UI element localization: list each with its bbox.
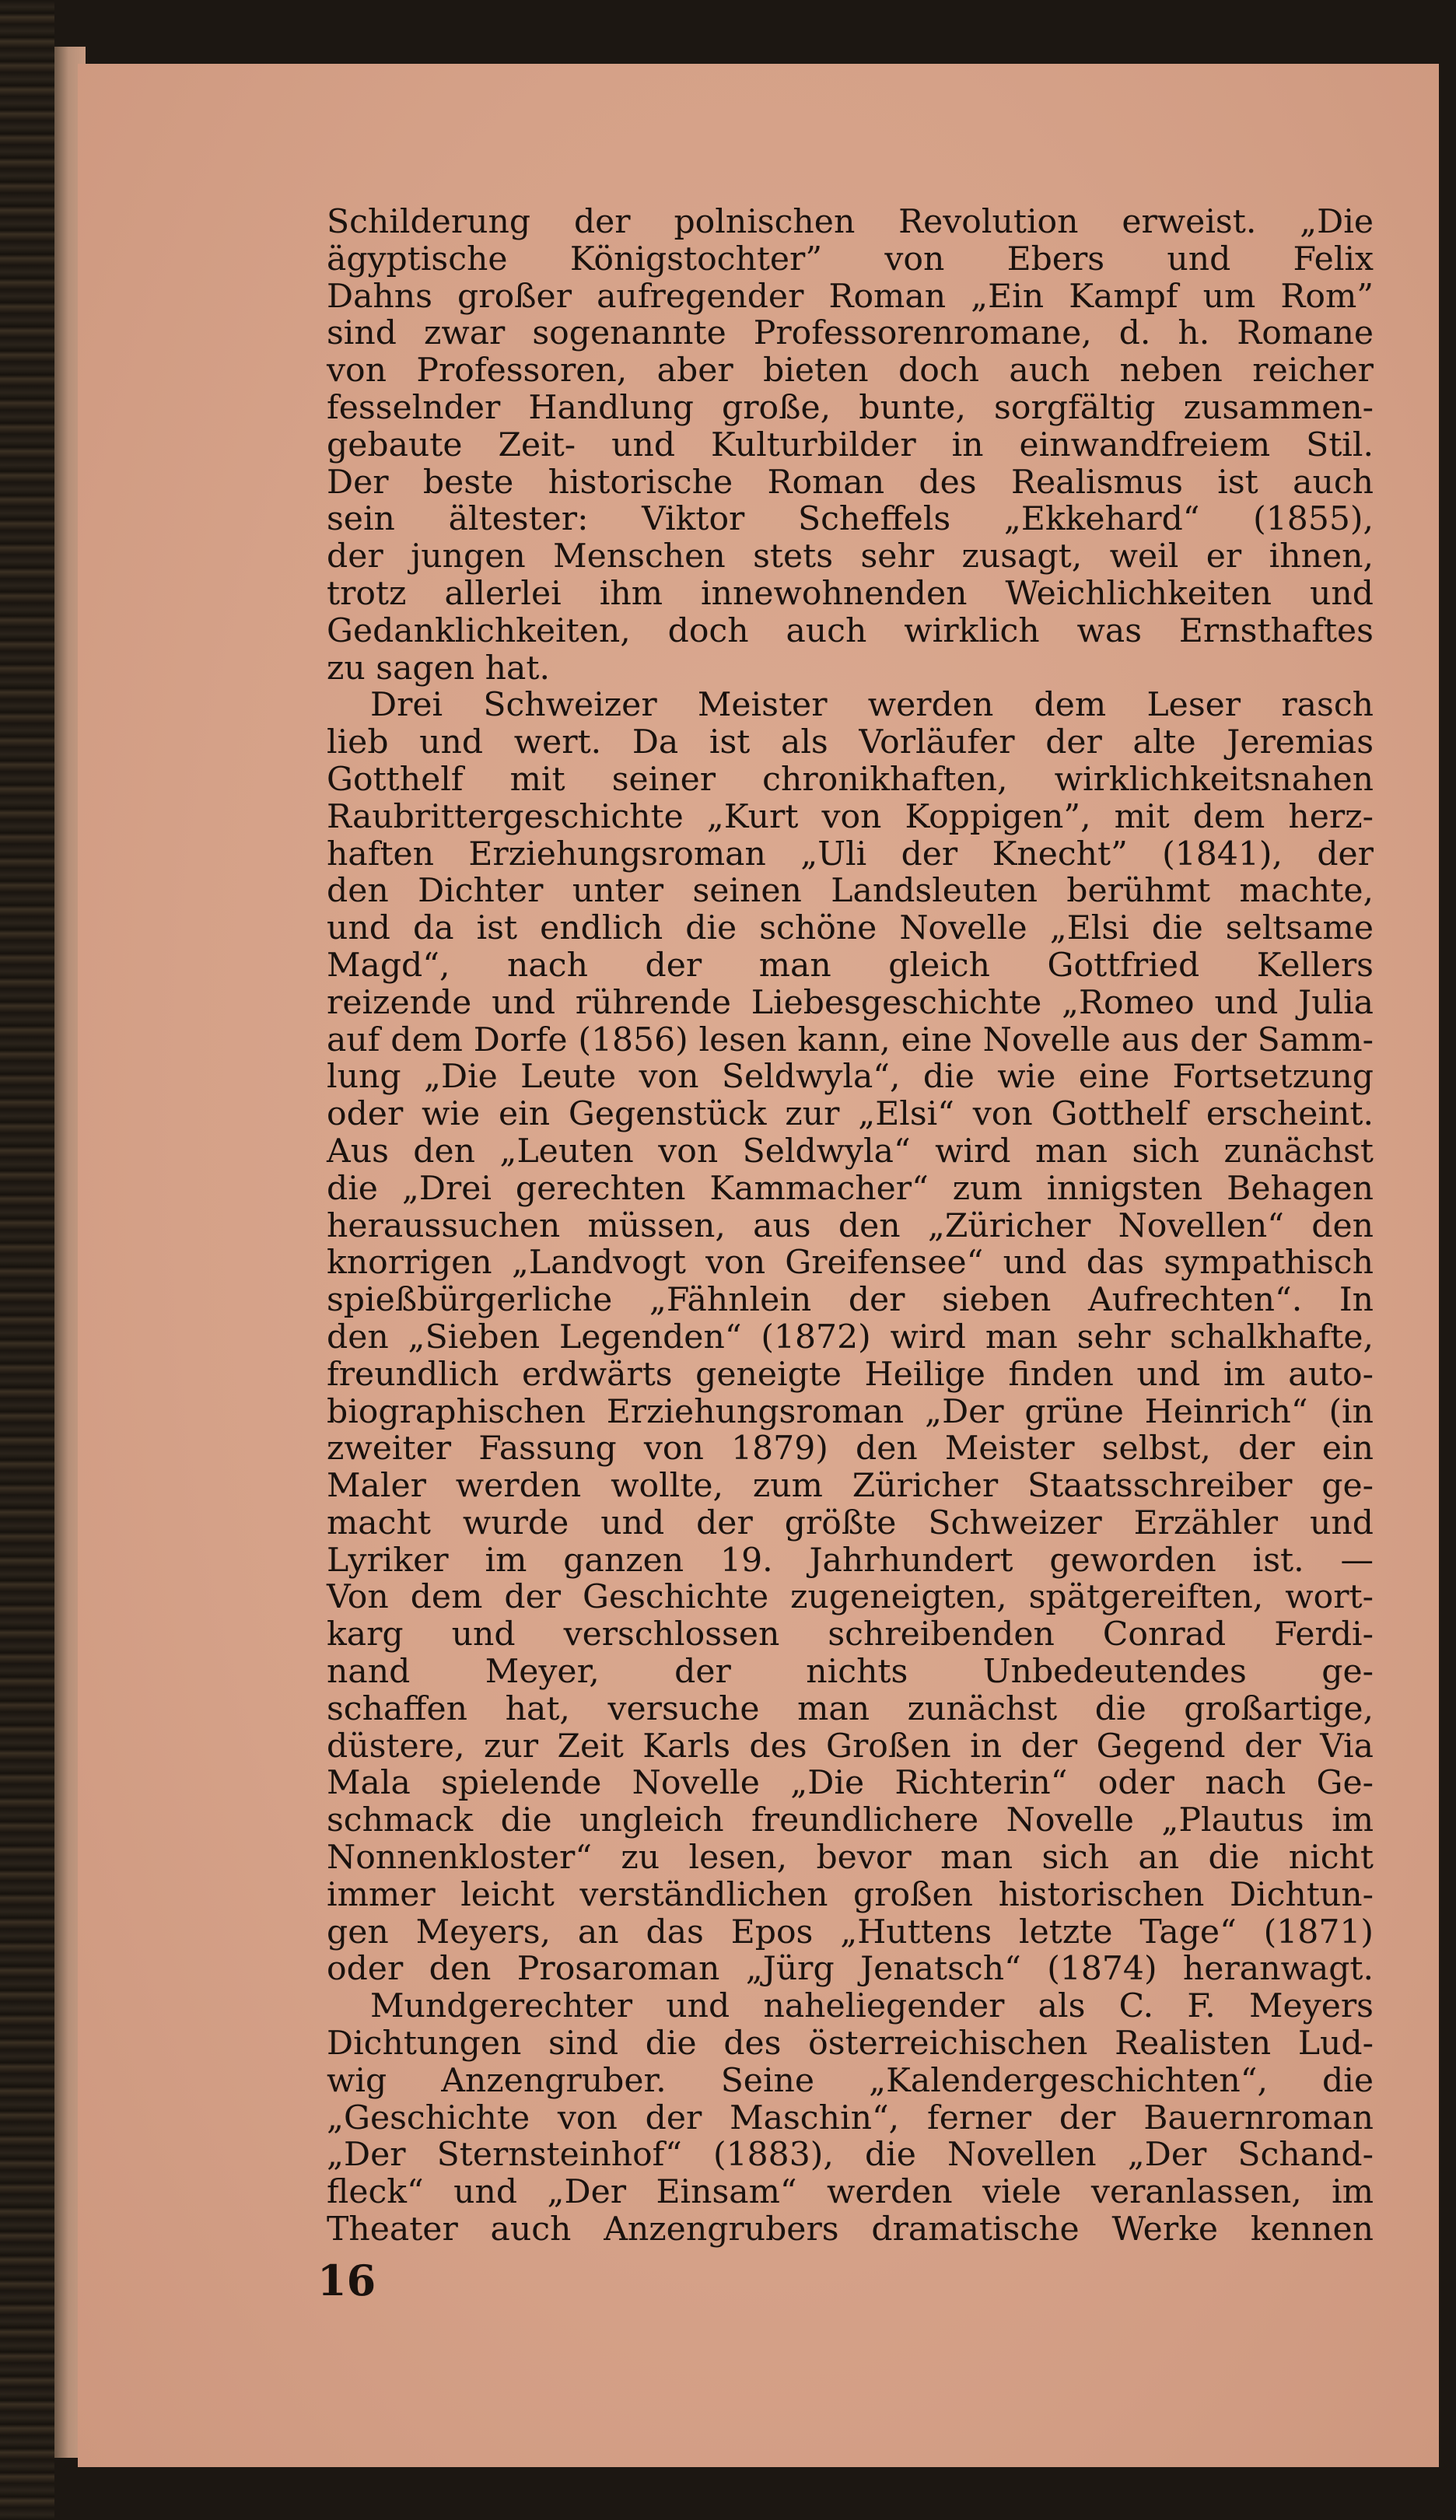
text-line: oder den Prosaroman „Jürg Jenatsch“ (1874) heranwagt. [327, 1950, 1374, 1989]
text-line: schmack die ungleich freundlichere Novelle „Plautus im [327, 1801, 1374, 1840]
text-line: sind zwar sogenannte Professorenromane, d. h. Romane [327, 314, 1374, 353]
text-line: wig Anzengruber. Seine „Kalendergeschichten“, die [327, 2061, 1374, 2100]
text-line: gen Meyers, an das Epos „Huttens letzte Tage“ (1871) [327, 1913, 1374, 1951]
text-line: Von dem der Geschichte zugeneigten, spätgereiften, wort- [327, 1578, 1374, 1617]
text-line: ägyptische Königstochter” von Ebers und Felix [327, 240, 1374, 278]
text-line: der jungen Menschen stets sehr zusagt, weil er ihnen, [327, 537, 1374, 576]
text-line: Magd“, nach der man gleich Gottfried Kellers [327, 946, 1374, 985]
text-line: Nonnenkloster“ zu lesen, bevor man sich an die nicht [327, 1839, 1374, 1878]
text-line: und da ist endlich die schöne Novelle „Elsi die seltsame [327, 909, 1374, 948]
paragraph-start: Drei Schweizer Meister werden dem Leser rasch [370, 686, 1374, 725]
text-line: den „Sieben Legenden“ (1872) wird man sehr schalkhafte, [327, 1318, 1374, 1356]
text-line: spießbürgerliche „Fähnlein der sieben Aufrechten“. In [327, 1281, 1374, 1320]
text-line: Gedanklichkeiten, doch auch wirklich was Ernsthaftes [327, 611, 1374, 650]
text-line: knorrigen „Landvogt von Greifensee“ und das sympathisch [327, 1244, 1374, 1283]
text-line: gebaute Zeit- und Kulturbilder in einwandfreiem Stil. [327, 425, 1374, 464]
text-line: karg und verschlossen schreibenden Conrad Ferdi- [327, 1615, 1374, 1654]
text-line: Der beste historische Roman des Realismus ist auch [327, 463, 1374, 502]
text-line: haften Erziehungsroman „Uli der Knecht” (1841), der [327, 835, 1374, 873]
paragraph-start: Mundgerechter und naheliegender als C. F. Meyers [370, 1987, 1374, 2026]
text-line: die „Drei gerechten Kammacher“ zum innigsten Behagen [327, 1169, 1374, 1208]
text-line: Schilderung der polnischen Revolution erweist. „Die [327, 203, 1374, 241]
text-line: schaffen hat, versuche man zunächst die großartige, [327, 1689, 1374, 1728]
text-line: biographischen Erziehungsroman „Der grüne Heinrich“ (in [327, 1392, 1374, 1431]
text-line: nand Meyer, der nichts Unbedeutendes ge- [327, 1653, 1374, 1692]
text-line: Raubrittergeschichte „Kurt von Koppigen”, mit dem herz- [327, 797, 1374, 836]
text-line: Aus den „Leuten von Seldwyla“ wird man sich zunächst [327, 1132, 1374, 1171]
text-line: freundlich erdwärts geneigte Heilige finden und im auto- [327, 1355, 1374, 1394]
text-line: sein ältester: Viktor Scheffels „Ekkehard“ (1855), [327, 500, 1374, 539]
text-line: immer leicht verständlichen großen historischen Dichtun- [327, 1875, 1374, 1914]
text-line: heraussuchen müssen, aus den „Züricher Novellen“ den [327, 1206, 1374, 1245]
text-line: düstere, zur Zeit Karls des Großen in der Gegend der Via [327, 1727, 1374, 1766]
text-line: zu sagen hat. [327, 649, 550, 688]
text-line: lieb und wert. Da ist als Vorläufer der alte Jeremias [327, 723, 1374, 762]
page-number: 16 [317, 2256, 376, 2305]
text-line: Theater auch Anzengrubers dramatische Werke kennen [327, 2210, 1374, 2249]
text-line: Gotthelf mit seiner chronikhaften, wirklichkeitsnahen [327, 760, 1374, 799]
text-line: Maler werden wollte, zum Züricher Staatsschreiber ge- [327, 1467, 1374, 1506]
text-line: macht wurde und der größte Schweizer Erzähler und [327, 1503, 1374, 1542]
book-binding [0, 0, 54, 2520]
text-line: Dichtungen sind die des österreichischen Realisten Lud- [327, 2025, 1374, 2063]
text-line: Lyriker im ganzen 19. Jahrhundert geworden ist. — [327, 1541, 1374, 1580]
text-line: den Dichter unter seinen Landsleuten berühmt machte, [327, 872, 1374, 911]
text-line: Mala spielende Novelle „Die Richterin“ oder nach Ge- [327, 1764, 1374, 1803]
body-text [327, 204, 1374, 2249]
text-line: auf dem Dorfe (1856) lesen kann, eine Novelle aus der Samm- [327, 1020, 1374, 1059]
text-line: oder wie ein Gegenstück zur „Elsi“ von Gotthelf erscheint. [327, 1095, 1374, 1134]
text-line: von Professoren, aber bieten doch auch neben reicher [327, 352, 1374, 390]
text-line: fesselnder Handlung große, bunte, sorgfältig zusammen- [327, 388, 1374, 427]
text-line: reizende und rührende Liebesgeschichte „Romeo und Julia [327, 983, 1374, 1022]
text-line: „Der Sternsteinhof“ (1883), die Novellen „Der Schand- [327, 2136, 1374, 2175]
text-line: fleck“ und „Der Einsam“ werden viele veranlassen, im [327, 2173, 1374, 2212]
text-line: zweiter Fassung von 1879) den Meister selbst, der ein [327, 1430, 1374, 1468]
text-line: lung „Die Leute von Seldwyla“, die wie eine Fortsetzung [327, 1058, 1374, 1097]
text-line: trotz allerlei ihm innewohnenden Weichlichkeiten und [327, 574, 1374, 613]
text-line: „Geschichte von der Maschin“, ferner der Bauernroman [327, 2098, 1374, 2137]
text-line: Dahns großer aufregender Roman „Ein Kampf um Rom” [327, 277, 1374, 316]
